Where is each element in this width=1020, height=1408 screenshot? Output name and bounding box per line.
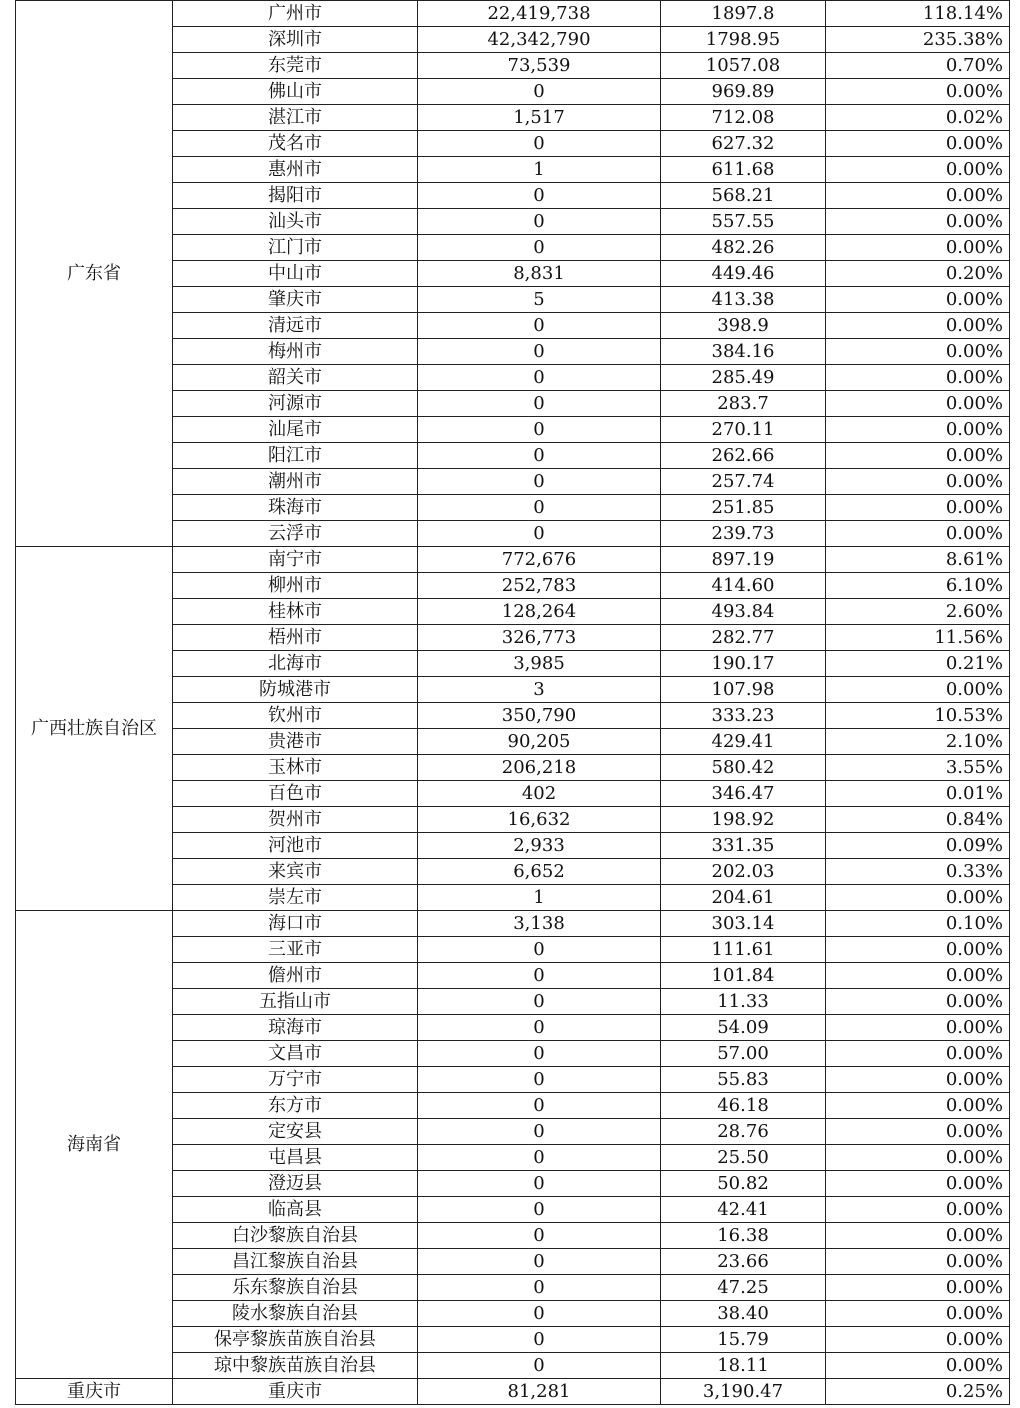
- value-cell: 262.66: [661, 443, 826, 469]
- city-cell: 三亚市: [173, 937, 418, 963]
- count-cell: 0: [418, 443, 661, 469]
- percent-cell: 0.00%: [826, 677, 1010, 703]
- percent-cell: 0.00%: [826, 313, 1010, 339]
- value-cell: 204.61: [661, 885, 826, 911]
- value-cell: 23.66: [661, 1249, 826, 1275]
- percent-cell: 0.00%: [826, 1327, 1010, 1353]
- city-cell: 揭阳市: [173, 183, 418, 209]
- percent-cell: 0.00%: [826, 1015, 1010, 1041]
- value-cell: 202.03: [661, 859, 826, 885]
- city-cell: 南宁市: [173, 547, 418, 573]
- value-cell: 283.7: [661, 391, 826, 417]
- city-cell: 昌江黎族自治县: [173, 1249, 418, 1275]
- city-cell: 万宁市: [173, 1067, 418, 1093]
- percent-cell: 0.21%: [826, 651, 1010, 677]
- value-cell: 251.85: [661, 495, 826, 521]
- count-cell: 0: [418, 79, 661, 105]
- city-cell: 柳州市: [173, 573, 418, 599]
- value-cell: 568.21: [661, 183, 826, 209]
- count-cell: 0: [418, 495, 661, 521]
- percent-cell: 0.00%: [826, 521, 1010, 547]
- city-cell: 汕头市: [173, 209, 418, 235]
- percent-cell: 0.00%: [826, 417, 1010, 443]
- count-cell: 0: [418, 235, 661, 261]
- city-cell: 琼海市: [173, 1015, 418, 1041]
- value-cell: 333.23: [661, 703, 826, 729]
- count-cell: 0: [418, 1275, 661, 1301]
- count-cell: 0: [418, 1223, 661, 1249]
- count-cell: 0: [418, 417, 661, 443]
- city-cell: 桂林市: [173, 599, 418, 625]
- city-cell: 陵水黎族自治县: [173, 1301, 418, 1327]
- city-cell: 清远市: [173, 313, 418, 339]
- count-cell: 402: [418, 781, 661, 807]
- count-cell: 772,676: [418, 547, 661, 573]
- value-cell: 3,190.47: [661, 1379, 826, 1405]
- value-cell: 257.74: [661, 469, 826, 495]
- table-row: [16, 547, 1010, 573]
- count-cell: 0: [418, 209, 661, 235]
- city-cell: 崇左市: [173, 885, 418, 911]
- count-cell: 8,831: [418, 261, 661, 287]
- percent-cell: 0.00%: [826, 1119, 1010, 1145]
- city-cell: 保亭黎族苗族自治县: [173, 1327, 418, 1353]
- value-cell: 46.18: [661, 1093, 826, 1119]
- percent-cell: 11.56%: [826, 625, 1010, 651]
- city-cell: 北海市: [173, 651, 418, 677]
- province-cell: 广西壮族自治区: [16, 547, 173, 911]
- city-cell: 佛山市: [173, 79, 418, 105]
- data-table: [15, 0, 1010, 1405]
- city-cell: 澄迈县: [173, 1171, 418, 1197]
- count-cell: 0: [418, 989, 661, 1015]
- city-cell: 海口市: [173, 911, 418, 937]
- value-cell: 303.14: [661, 911, 826, 937]
- value-cell: 198.92: [661, 807, 826, 833]
- city-cell: 梧州市: [173, 625, 418, 651]
- value-cell: 627.32: [661, 131, 826, 157]
- value-cell: 1798.95: [661, 27, 826, 53]
- value-cell: 107.98: [661, 677, 826, 703]
- value-cell: 55.83: [661, 1067, 826, 1093]
- count-cell: 1: [418, 157, 661, 183]
- count-cell: 1: [418, 885, 661, 911]
- city-cell: 河池市: [173, 833, 418, 859]
- count-cell: 0: [418, 391, 661, 417]
- city-cell: 儋州市: [173, 963, 418, 989]
- city-cell: 肇庆市: [173, 287, 418, 313]
- city-cell: 阳江市: [173, 443, 418, 469]
- percent-cell: 0.09%: [826, 833, 1010, 859]
- value-cell: 493.84: [661, 599, 826, 625]
- value-cell: 282.77: [661, 625, 826, 651]
- value-cell: 398.9: [661, 313, 826, 339]
- value-cell: 111.61: [661, 937, 826, 963]
- percent-cell: 0.00%: [826, 365, 1010, 391]
- value-cell: 239.73: [661, 521, 826, 547]
- province-cell: 广东省: [16, 1, 173, 547]
- city-cell: 深圳市: [173, 27, 418, 53]
- value-cell: 101.84: [661, 963, 826, 989]
- count-cell: 1,517: [418, 105, 661, 131]
- city-cell: 玉林市: [173, 755, 418, 781]
- value-cell: 611.68: [661, 157, 826, 183]
- city-cell: 乐东黎族自治县: [173, 1275, 418, 1301]
- city-cell: 茂名市: [173, 131, 418, 157]
- count-cell: 3,138: [418, 911, 661, 937]
- percent-cell: 0.00%: [826, 235, 1010, 261]
- value-cell: 557.55: [661, 209, 826, 235]
- percent-cell: 0.00%: [826, 157, 1010, 183]
- value-cell: 190.17: [661, 651, 826, 677]
- value-cell: 18.11: [661, 1353, 826, 1379]
- count-cell: 90,205: [418, 729, 661, 755]
- value-cell: 1897.8: [661, 1, 826, 27]
- count-cell: 0: [418, 1119, 661, 1145]
- percent-cell: 118.14%: [826, 1, 1010, 27]
- percent-cell: 0.00%: [826, 1145, 1010, 1171]
- count-cell: 16,632: [418, 807, 661, 833]
- percent-cell: 3.55%: [826, 755, 1010, 781]
- percent-cell: 2.60%: [826, 599, 1010, 625]
- value-cell: 429.41: [661, 729, 826, 755]
- count-cell: 0: [418, 937, 661, 963]
- count-cell: 0: [418, 1327, 661, 1353]
- province-cell: 海南省: [16, 911, 173, 1379]
- city-cell: 云浮市: [173, 521, 418, 547]
- value-cell: 38.40: [661, 1301, 826, 1327]
- percent-cell: 0.02%: [826, 105, 1010, 131]
- percent-cell: 0.00%: [826, 391, 1010, 417]
- percent-cell: 0.00%: [826, 469, 1010, 495]
- count-cell: 2,933: [418, 833, 661, 859]
- percent-cell: 0.00%: [826, 287, 1010, 313]
- city-cell: 定安县: [173, 1119, 418, 1145]
- value-cell: 449.46: [661, 261, 826, 287]
- value-cell: 413.38: [661, 287, 826, 313]
- percent-cell: 0.00%: [826, 1223, 1010, 1249]
- city-cell: 湛江市: [173, 105, 418, 131]
- percent-cell: 0.01%: [826, 781, 1010, 807]
- percent-cell: 2.10%: [826, 729, 1010, 755]
- count-cell: 5: [418, 287, 661, 313]
- percent-cell: 0.00%: [826, 209, 1010, 235]
- value-cell: 414.60: [661, 573, 826, 599]
- percent-cell: 0.00%: [826, 963, 1010, 989]
- percent-cell: 0.84%: [826, 807, 1010, 833]
- count-cell: 0: [418, 521, 661, 547]
- city-cell: 五指山市: [173, 989, 418, 1015]
- count-cell: 0: [418, 1197, 661, 1223]
- city-cell: 江门市: [173, 235, 418, 261]
- count-cell: 0: [418, 1301, 661, 1327]
- percent-cell: 0.00%: [826, 495, 1010, 521]
- count-cell: 0: [418, 1353, 661, 1379]
- percent-cell: 0.00%: [826, 1067, 1010, 1093]
- city-cell: 重庆市: [173, 1379, 418, 1405]
- city-cell: 韶关市: [173, 365, 418, 391]
- table-row: [16, 1, 1010, 27]
- count-cell: 81,281: [418, 1379, 661, 1405]
- percent-cell: 0.00%: [826, 885, 1010, 911]
- value-cell: 482.26: [661, 235, 826, 261]
- city-cell: 钦州市: [173, 703, 418, 729]
- percent-cell: 10.53%: [826, 703, 1010, 729]
- count-cell: 0: [418, 963, 661, 989]
- count-cell: 0: [418, 1093, 661, 1119]
- value-cell: 54.09: [661, 1015, 826, 1041]
- spreadsheet: [15, 0, 1009, 1408]
- count-cell: 252,783: [418, 573, 661, 599]
- city-cell: 珠海市: [173, 495, 418, 521]
- value-cell: 15.79: [661, 1327, 826, 1353]
- city-cell: 惠州市: [173, 157, 418, 183]
- value-cell: 897.19: [661, 547, 826, 573]
- value-cell: 270.11: [661, 417, 826, 443]
- percent-cell: 0.00%: [826, 131, 1010, 157]
- value-cell: 1057.08: [661, 53, 826, 79]
- count-cell: 128,264: [418, 599, 661, 625]
- percent-cell: 0.00%: [826, 1249, 1010, 1275]
- city-cell: 贺州市: [173, 807, 418, 833]
- percent-cell: 0.00%: [826, 1275, 1010, 1301]
- city-cell: 中山市: [173, 261, 418, 287]
- table-body: [16, 1, 1010, 1405]
- percent-cell: 8.61%: [826, 547, 1010, 573]
- city-cell: 东方市: [173, 1093, 418, 1119]
- value-cell: 47.25: [661, 1275, 826, 1301]
- city-cell: 屯昌县: [173, 1145, 418, 1171]
- city-cell: 贵港市: [173, 729, 418, 755]
- city-cell: 百色市: [173, 781, 418, 807]
- percent-cell: 0.70%: [826, 53, 1010, 79]
- count-cell: 3,985: [418, 651, 661, 677]
- count-cell: 3: [418, 677, 661, 703]
- count-cell: 206,218: [418, 755, 661, 781]
- count-cell: 0: [418, 1067, 661, 1093]
- percent-cell: 0.00%: [826, 183, 1010, 209]
- city-cell: 河源市: [173, 391, 418, 417]
- count-cell: 326,773: [418, 625, 661, 651]
- count-cell: 22,419,738: [418, 1, 661, 27]
- count-cell: 0: [418, 1041, 661, 1067]
- count-cell: 0: [418, 183, 661, 209]
- count-cell: 0: [418, 339, 661, 365]
- count-cell: 42,342,790: [418, 27, 661, 53]
- value-cell: 11.33: [661, 989, 826, 1015]
- percent-cell: 235.38%: [826, 27, 1010, 53]
- value-cell: 580.42: [661, 755, 826, 781]
- value-cell: 50.82: [661, 1171, 826, 1197]
- value-cell: 384.16: [661, 339, 826, 365]
- province-cell: 重庆市: [16, 1379, 173, 1405]
- city-cell: 来宾市: [173, 859, 418, 885]
- value-cell: 28.76: [661, 1119, 826, 1145]
- count-cell: 0: [418, 1249, 661, 1275]
- city-cell: 广州市: [173, 1, 418, 27]
- count-cell: 73,539: [418, 53, 661, 79]
- percent-cell: 0.00%: [826, 989, 1010, 1015]
- city-cell: 白沙黎族自治县: [173, 1223, 418, 1249]
- value-cell: 42.41: [661, 1197, 826, 1223]
- percent-cell: 0.00%: [826, 1041, 1010, 1067]
- value-cell: 285.49: [661, 365, 826, 391]
- count-cell: 350,790: [418, 703, 661, 729]
- count-cell: 0: [418, 313, 661, 339]
- value-cell: 346.47: [661, 781, 826, 807]
- city-cell: 潮州市: [173, 469, 418, 495]
- value-cell: 25.50: [661, 1145, 826, 1171]
- percent-cell: 0.00%: [826, 1093, 1010, 1119]
- count-cell: 0: [418, 469, 661, 495]
- percent-cell: 0.00%: [826, 1171, 1010, 1197]
- count-cell: 0: [418, 1145, 661, 1171]
- percent-cell: 0.10%: [826, 911, 1010, 937]
- city-cell: 防城港市: [173, 677, 418, 703]
- percent-cell: 6.10%: [826, 573, 1010, 599]
- percent-cell: 0.00%: [826, 1353, 1010, 1379]
- city-cell: 临高县: [173, 1197, 418, 1223]
- city-cell: 汕尾市: [173, 417, 418, 443]
- value-cell: 16.38: [661, 1223, 826, 1249]
- city-cell: 琼中黎族苗族自治县: [173, 1353, 418, 1379]
- table-row: [16, 911, 1010, 937]
- count-cell: 0: [418, 131, 661, 157]
- count-cell: 0: [418, 365, 661, 391]
- value-cell: 57.00: [661, 1041, 826, 1067]
- percent-cell: 0.00%: [826, 1301, 1010, 1327]
- city-cell: 东莞市: [173, 53, 418, 79]
- count-cell: 0: [418, 1171, 661, 1197]
- percent-cell: 0.00%: [826, 79, 1010, 105]
- percent-cell: 0.00%: [826, 339, 1010, 365]
- city-cell: 梅州市: [173, 339, 418, 365]
- percent-cell: 0.00%: [826, 443, 1010, 469]
- percent-cell: 0.25%: [826, 1379, 1010, 1405]
- table-row: [16, 1379, 1010, 1405]
- percent-cell: 0.33%: [826, 859, 1010, 885]
- value-cell: 969.89: [661, 79, 826, 105]
- count-cell: 6,652: [418, 859, 661, 885]
- value-cell: 712.08: [661, 105, 826, 131]
- count-cell: 0: [418, 1015, 661, 1041]
- value-cell: 331.35: [661, 833, 826, 859]
- percent-cell: 0.00%: [826, 1197, 1010, 1223]
- percent-cell: 0.00%: [826, 937, 1010, 963]
- percent-cell: 0.20%: [826, 261, 1010, 287]
- city-cell: 文昌市: [173, 1041, 418, 1067]
